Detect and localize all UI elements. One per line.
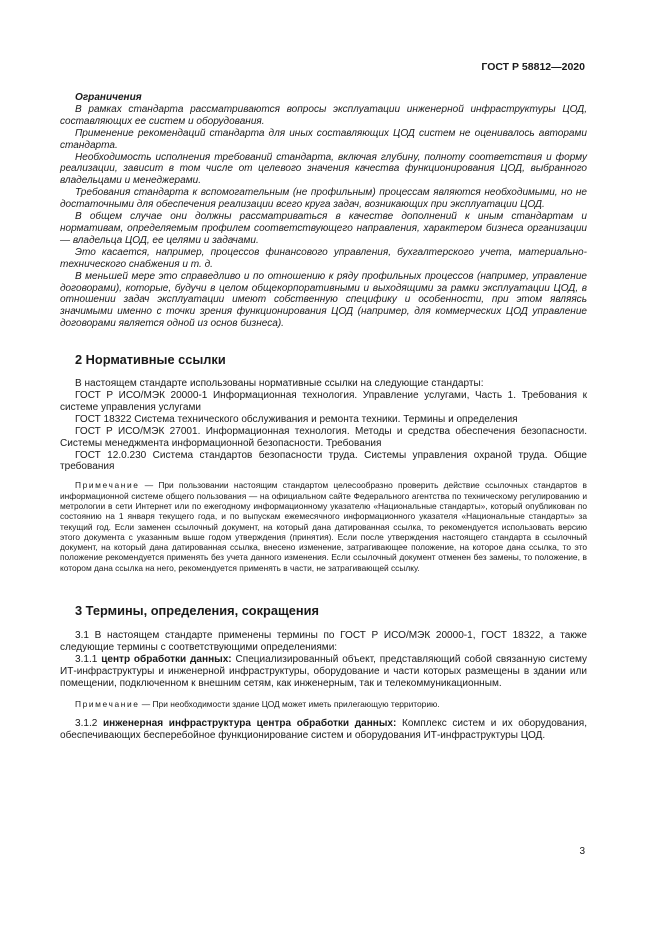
restrictions-block [60, 92, 587, 330]
normative-reference: ГОСТ 18322 Система технического обслуживания и ремонта техники. Термины и определения [75, 413, 518, 425]
restrictions-paragraph: Необходимость исполнения требований стандарта, включая глубину, полноту соответствия и форму реализации, зависит в том числе от целевого значения качества функционирования ЦОД, выбранного владельцами и менеджерами. [60, 151, 587, 187]
document-id-header: ГОСТ Р 58812—2020 [481, 61, 585, 73]
section-2-intro: В настоящем стандарте использованы нормативные ссылки на следующие стандарты: [75, 378, 484, 390]
restrictions-paragraph: Это касается, например, процессов финансового управления, бухгалтерского учета, материально-технического снабжения и т. д. [60, 246, 587, 270]
restrictions-paragraph: В общем случае они должны рассматриваться в качестве дополнений к иным стандартам и нормативам, определяемым профилем соответствующего направления, характером бизнеса организации — владельца ЦОД, ее целями и задачами. [60, 211, 587, 246]
section-2-note [60, 480, 587, 573]
section-3-intro: 3.1 В настоящем стандарте применены термины по ГОСТ Р ИСО/МЭК 20000-1, ГОСТ 18322, а также следующие термины с соответствующими определениями: [60, 630, 587, 653]
term-number: 3.1.1 [75, 653, 102, 665]
term-definition [60, 718, 587, 742]
term-text: Специализированный объект, представляющий собой связанную систему ИТ-инфраструктуры и инженерной инфраструктуры, оборудование и части которых размещены в здании или помещении, подключенном к внешним сетям, как инженерным, так и телекоммуникационным. [60, 653, 588, 689]
term-definition [60, 654, 587, 690]
page-body [60, 92, 587, 742]
section-2-title: 2 Нормативные ссылки [75, 352, 226, 368]
note-text: — При необходимости здание ЦОД может иметь прилегающую территорию. [139, 698, 440, 709]
term-text: Комплекс систем и их оборудования, обеспечивающих бесперебойное функционирование систем и оборудования ИТ-инфраструктуры ЦОД. [60, 717, 587, 741]
section-3-note [60, 699, 587, 709]
page-number: 3 [579, 846, 585, 857]
normative-reference: ГОСТ Р ИСО/МЭК 20000-1 Информационная технология. Управление услугами, Часть 1. Требования к системе управления услугами [60, 390, 587, 413]
normative-reference: ГОСТ 12.0.230 Система стандартов безопасности труда. Системы управления охраной труда. Общие требования [60, 449, 587, 473]
restrictions-paragraph: В меньшей мере это справедливо и по отношению к ряду профильных процессов (например, управление договорами), которые, будучи в целом общекорпоративными и выходящими за рамки эксплуатации ЦОД, в отношении задач эксплуатации имеют собственную специфику и особенности, при этом являясь значимыми именно с точки зрения функционирования ЦОД (например, для коммерческих ЦОД управление договорами является одной из основ бизнеса). [60, 270, 587, 330]
note-label: Примечание [75, 698, 140, 709]
term-number: 3.1.2 [75, 717, 103, 729]
restrictions-heading: Ограничения [75, 92, 142, 103]
normative-reference: ГОСТ Р ИСО/МЭК 27001. Информационная технология. Методы и средства обеспечения безопасности. Системы менеджмента информационной безопасности. Требования [60, 425, 587, 449]
term-name: инженерная инфраструктура центра обработки данных: [103, 717, 397, 729]
restrictions-paragraph: В рамках стандарта рассматриваются вопросы эксплуатации инженерной инфраструктуры ЦОД, составляющих ее систем и оборудования. [60, 103, 587, 127]
note-label: Примечание [75, 480, 140, 491]
restrictions-paragraph: Применение рекомендаций стандарта для иных составляющих ЦОД систем не оценивалось авторами стандарта. [60, 127, 587, 151]
term-name: центр обработки данных: [101, 653, 232, 665]
note-text: — При пользовании настоящим стандартом целесообразно проверить действие ссылочных стандартов в информационной системе общего пользования — на официальном сайте Федерального агентства по техническому регулированию и метрологии в сети Интернет или по ежегодному информационному указателю «Национальные стандарты», который опубликован по состоянию на 1 января текущего года, и по выпускам ежемесячного информационного указателя «Национальные стандарты» за текущий год. Если заменен ссылочный документ, на который дана датированная ссылка, то рекомендуется использовать версию этого документа с указанным выше годом утверждения (принятия). Если после утверждения настоящего стандарта в ссылочный документ, на который дана датированная ссылка, внесено изменение, затрагивающее положение, на которое дана ссылка, то это положение рекомендуется применять без учета данного изменения. Если ссылочный документ отменен без замены, то положение, в котором дана ссылка на него, рекомендуется применять в части, не затрагивающей ссылку. [60, 480, 587, 573]
restrictions-paragraph: Требования стандарта к вспомогательным (не профильным) процессам являются необходимыми, но не достаточными для обеспечения реализации всего круга задач, возникающих при эксплуатации ЦОД. [60, 187, 587, 211]
section-3-title: 3 Термины, определения, сокращения [75, 603, 319, 619]
